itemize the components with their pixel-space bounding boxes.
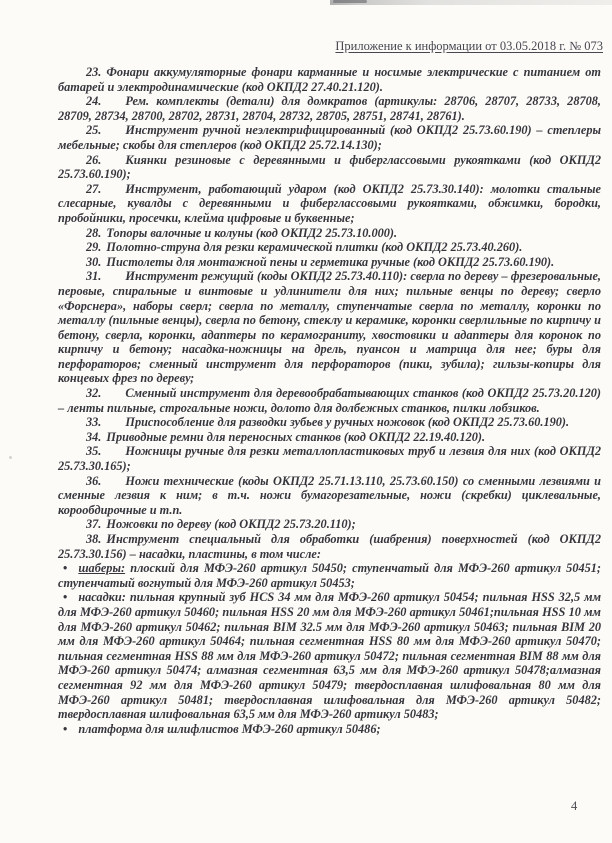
item-number: 35. bbox=[86, 444, 102, 459]
item-text: Приспособление для разводки зубьев у ручных ножовок (код ОКПД2 25.73.60.190). bbox=[125, 415, 570, 430]
item-text: Инструмент, работающий ударом (код ОКПД2 25.73.30.140): молотки стальные слесарные, кувалды с деревянными и фиберглассовыми рукоятками, обжимки, бородки, пробойники, просечки, клейма цифровые и буквенные; bbox=[58, 181, 601, 225]
item-number: 24. bbox=[86, 94, 102, 109]
list-item-24 bbox=[58, 94, 601, 123]
item-text: Ножницы ручные для резки металлопластиковых труб и лезвия для них (код ОКПД2 25.73.30.165); bbox=[58, 444, 601, 474]
bullet-lead: насадки: bbox=[78, 590, 126, 605]
item-text: Полотно-струна для резки керамической плитки (код ОКПД2 25.73.40.260). bbox=[106, 240, 523, 255]
list-item-32 bbox=[58, 386, 601, 415]
item-number: 23. bbox=[86, 65, 102, 79]
item-number: 29. bbox=[86, 240, 102, 255]
item-text: Ножовки по дереву (код ОКПД2 25.73.20.110); bbox=[106, 517, 356, 532]
bullet-item-shabery bbox=[58, 561, 601, 590]
bullet-marker-icon: • bbox=[63, 590, 68, 605]
page-number: 4 bbox=[571, 799, 578, 813]
appendix-header-text: Приложение к информации от 03.05.2018 г. № 073 bbox=[335, 39, 603, 53]
item-number: 32. bbox=[86, 386, 102, 401]
list-item-34 bbox=[58, 430, 601, 445]
item-text: Пистолеты для монтажной пены и герметика ручные (код ОКПД2 25.73.60.190). bbox=[106, 254, 555, 269]
item-text: Инструмент режущий (коды ОКПД2 25.73.40.110): сверла по дереву – фрезеровальные, перовые, спиральные и винтовые и удлинители для них; пильные венцы по дереву; сверло «Форснера», наборы сверл; сверла по металлу, ступенчатые сверла по металлу, коронки по металлу (пильные венцы), сверла по бетону, стеклу и керамике, коронки сверлильные по кирпичу и бетону, сверла, коронки, адаптеры по керамограниту, хвостовики и адаптеры для коронок по кирпичу и бетону; насадка-ножницы на дрель, пуансон и матрица для нее; буры для перфораторов; сменный инструмент для перфораторов (пики, зубила); гильзы-копиры для концевых фрез по дереву; bbox=[58, 269, 601, 386]
item-number: 30. bbox=[86, 254, 102, 269]
list-item-38 bbox=[58, 532, 601, 561]
item-text: Приводные ремни для переносных станков (код ОКПД2 22.19.40.120). bbox=[106, 429, 486, 444]
list-item-27 bbox=[58, 182, 601, 226]
item-text: Рем. комплекты (детали) для домкратов (артикулы: 28706, 28707, 28733, 28708, 28709, 28734, 28700, 28702, 28731, 28704, 28732, 28705, 28751, 28741, 28761). bbox=[58, 94, 601, 123]
item-number: 38. bbox=[86, 532, 102, 546]
list-item-25 bbox=[58, 123, 601, 152]
list-item-35 bbox=[58, 444, 601, 473]
item-text: Фонари аккумуляторные фонари карманные и носимые электрические с питанием от батарей и электродинамические (код ОКПД2 27.40.21.120). bbox=[58, 65, 601, 94]
bullet-marker-icon: • bbox=[63, 561, 68, 576]
item-number: 26. bbox=[86, 152, 102, 167]
list-item-37 bbox=[58, 517, 601, 532]
item-number: 34. bbox=[86, 429, 102, 444]
bullet-item-platforma bbox=[58, 722, 601, 737]
item-text: Инструмент ручной неэлектрифицированный (код ОКПД2 25.73.60.190) – степлеры мебельные; скобы для степлеров (код ОКПД2 25.72.14.130); bbox=[58, 123, 601, 152]
item-text: Сменный инструмент для деревообрабатывающих станков (код ОКПД2 25.73.20.120) – ленты пильные, строгальные ножи, долото для долбежных станков, пилки лобзиков. bbox=[58, 386, 601, 415]
bullet-item-nasadki bbox=[58, 590, 601, 721]
scan-smudge-artifact bbox=[330, 0, 612, 5]
item-number: 33. bbox=[86, 415, 102, 430]
bullet-text: платформа для шлифлистов МФЭ-260 артикул 50486; bbox=[78, 721, 381, 736]
item-number: 27. bbox=[86, 181, 102, 196]
bullet-text: пильная крупный зуб HCS 34 мм для МФЭ-260 артикул 50454; пильная HSS 32,5 мм для МФЭ-260 артикул 50460; пильная HSS 20 мм для МФЭ-260 артикул 50461;пильная HSS 10 мм для МФЭ-260 артикул 50462; пильная BIM 32.5 мм для МФЭ-260 артикул 50463; пильная BIM 20 мм для МФЭ-260 артикул 50464; пильная сегментная HSS 80 мм для МФЭ-260 артикул 50470; пильная сегментная HSS 88 мм для МФЭ-260 артикул 50472; пильная сегментная BIM 88 мм для МФЭ-260 артикул 50474; алмазная сегментная 63,5 мм для МФЭ-260 артикул 50478;алмазная сегментная 92 мм для МФЭ-260 артикул 50479; твердосплавная шлифовальная 80 мм для МФЭ-260 артикул 50481; твердосплавная шлифовальная для МФЭ-260 артикул 50482; твердосплавная шлифовальная 63,5 мм для МФЭ-260 артикул 50483; bbox=[58, 590, 601, 722]
appendix-header bbox=[0, 39, 603, 54]
item-number: 25. bbox=[86, 123, 102, 138]
item-text: Ножи технические (коды ОКПД2 25.71.13.110, 25.73.60.150) со сменными лезвиями и сменные лезвия к ним; в т.ч. ножи бумагорезательные, ножи (скребки) циклевальные, корообдирочные и т.п. bbox=[58, 473, 601, 517]
item-number: 36. bbox=[86, 473, 102, 488]
bullet-lead: шаберы: bbox=[78, 561, 126, 576]
item-text: Киянки резиновые с деревянными и фиберглассовыми рукоятками (код ОКПД2 25.73.60.190); bbox=[58, 152, 601, 182]
list-item-33 bbox=[58, 415, 601, 430]
bullet-text: плоский для МФЭ-260 артикул 50450; ступенчатый для МФЭ-260 артикул 50451; ступенчатый вогнутый для МФЭ-260 артикул 50453; bbox=[58, 561, 602, 590]
list-item-30 bbox=[58, 255, 601, 270]
list-item-26 bbox=[58, 153, 601, 182]
item-text: Топоры валочные и колуны (код ОКПД2 25.73.10.000). bbox=[106, 225, 398, 240]
bullet-marker-icon: • bbox=[63, 721, 68, 736]
item-text: Инструмент специальный для обработки (шабрения) поверхностей (код ОКПД2 25.73.30.156) – насадки, пластины, в том числе: bbox=[58, 532, 601, 561]
list-item-31 bbox=[58, 269, 601, 386]
item-number: 31. bbox=[86, 269, 102, 284]
document-body bbox=[58, 65, 601, 736]
item-number: 37. bbox=[86, 517, 102, 532]
list-item-36 bbox=[58, 474, 601, 518]
list-item-28 bbox=[58, 226, 601, 241]
item-number: 28. bbox=[86, 225, 102, 240]
list-item-23 bbox=[58, 65, 601, 94]
scan-speck-artifact bbox=[9, 456, 12, 459]
scan-smudge-dark-artifact bbox=[333, 0, 367, 3]
list-item-29 bbox=[58, 240, 601, 255]
